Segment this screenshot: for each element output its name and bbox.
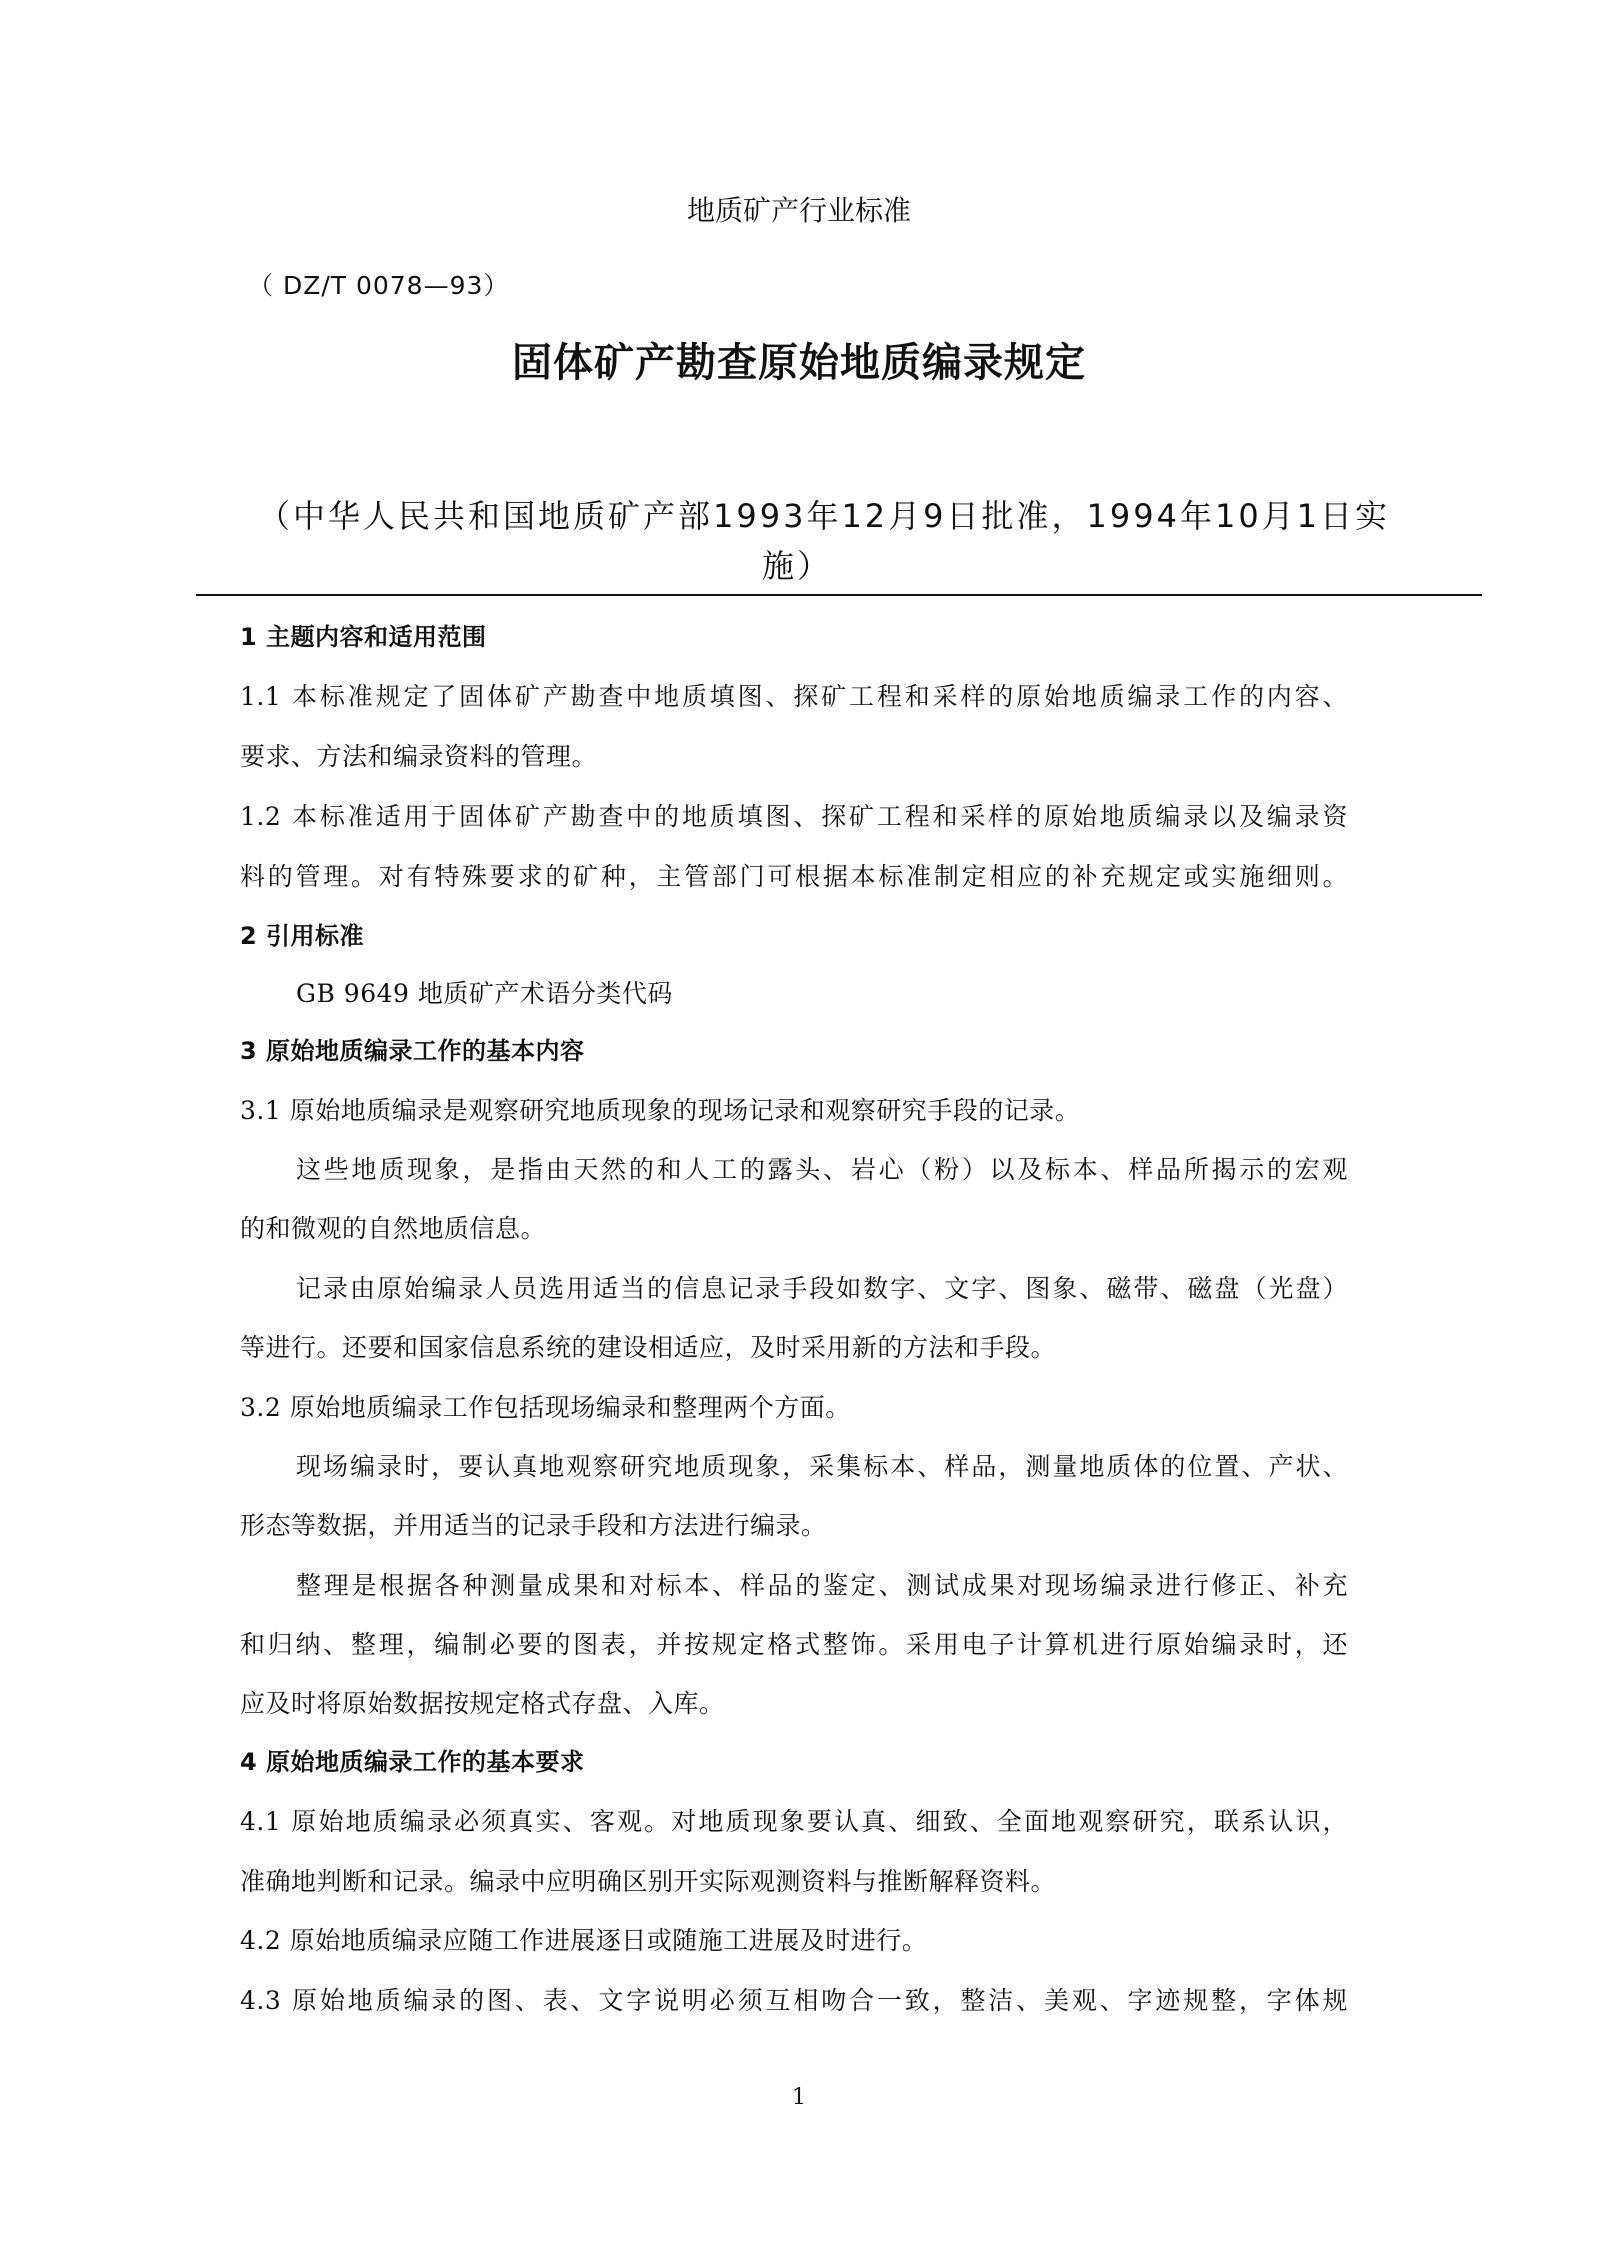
- clause-3-2: 3.2 原始地质编录工作包括现场编录和整理两个方面。: [240, 1393, 851, 1422]
- section-4-heading: 4 原始地质编录工作的基本要求: [240, 1748, 585, 1776]
- clause-3-1-paragraph-2-line-1: 这些地质现象，是指由天然的和人工的露头、岩心（粉）以及标本、样品所揭示的宏观: [296, 1155, 1348, 1184]
- clause-1-1-line-1: 1.1 本标准规定了固体矿产勘查中地质填图、探矿工程和采样的原始地质编录工作的内容、: [240, 682, 1348, 711]
- clause-3-2-paragraph-3-line-2: 和归纳、整理，编制必要的图表，并按规定格式整饰。采用电子计算机进行原始编录时，还: [240, 1630, 1348, 1659]
- reference-standard: GB 9649 地质矿产术语分类代码: [296, 979, 673, 1008]
- clause-1-2-line-2: 料的管理。对有特殊要求的矿种，主管部门可根据本标准制定相应的补充规定或实施细则。: [240, 862, 1348, 891]
- standard-code: （ DZ/T 0078—93）: [248, 271, 510, 300]
- approval-note-line-2: 施）: [762, 547, 833, 585]
- clause-3-1-paragraph-3-line-1: 记录由原始编录人员选用适当的信息记录手段如数字、文字、图象、磁带、磁盘（光盘）: [296, 1274, 1348, 1303]
- clause-3-2-paragraph-3-line-1: 整理是根据各种测量成果和对标本、样品的鉴定、测试成果对现场编录进行修正、补充: [296, 1571, 1348, 1600]
- clause-1-1-line-2: 要求、方法和编录资料的管理。: [240, 742, 598, 771]
- clause-4-1-line-1: 4.1 原始地质编录必须真实、客观。对地质现象要认真、细致、全面地观察研究，联系认识，: [240, 1807, 1348, 1836]
- approval-note-line-1: （中华人民共和国地质矿产部1993年12月9日批准，1994年10月1日实: [258, 497, 1391, 535]
- clause-4-2: 4.2 原始地质编录应随工作进展逐日或随施工进展及时进行。: [240, 1926, 928, 1955]
- page-number: 1: [792, 2085, 806, 2110]
- section-2-heading: 2 引用标准: [240, 922, 365, 950]
- section-1-heading: 1 主题内容和适用范围: [240, 623, 487, 651]
- clause-4-1-line-2: 准确地判断和记录。编录中应明确区别开实际观测资料与推断解释资料。: [240, 1867, 1057, 1896]
- clause-3-1: 3.1 原始地质编录是观察研究地质现象的现场记录和观察研究手段的记录。: [240, 1096, 1081, 1125]
- clause-3-2-paragraph-2-line-2: 形态等数据，并用适当的记录手段和方法进行编录。: [240, 1511, 827, 1540]
- clause-1-2-line-1: 1.2 本标准适用于固体矿产勘查中的地质填图、探矿工程和采样的原始地质编录以及编录资: [240, 802, 1348, 831]
- clause-3-2-paragraph-3-line-3: 应及时将原始数据按规定格式存盘、入库。: [240, 1689, 725, 1718]
- section-3-heading: 3 原始地质编录工作的基本内容: [240, 1037, 585, 1065]
- clause-3-1-paragraph-2-line-2: 的和微观的自然地质信息。: [240, 1214, 547, 1243]
- document-title: 固体矿产勘查原始地质编录规定: [512, 340, 1086, 386]
- clause-3-1-paragraph-3-line-2: 等进行。还要和国家信息系统的建设相适应，及时采用新的方法和手段。: [240, 1333, 1057, 1362]
- clause-4-3-line-1: 4.3 原始地质编录的图、表、文字说明必须互相吻合一致，整洁、美观、字迹规整，字体规: [240, 1986, 1348, 2015]
- clause-3-2-paragraph-2-line-1: 现场编录时，要认真地观察研究地质现象，采集标本、样品，测量地质体的位置、产状、: [296, 1452, 1348, 1481]
- header-divider: [196, 594, 1482, 596]
- standard-category: 地质矿产行业标准: [686, 194, 911, 227]
